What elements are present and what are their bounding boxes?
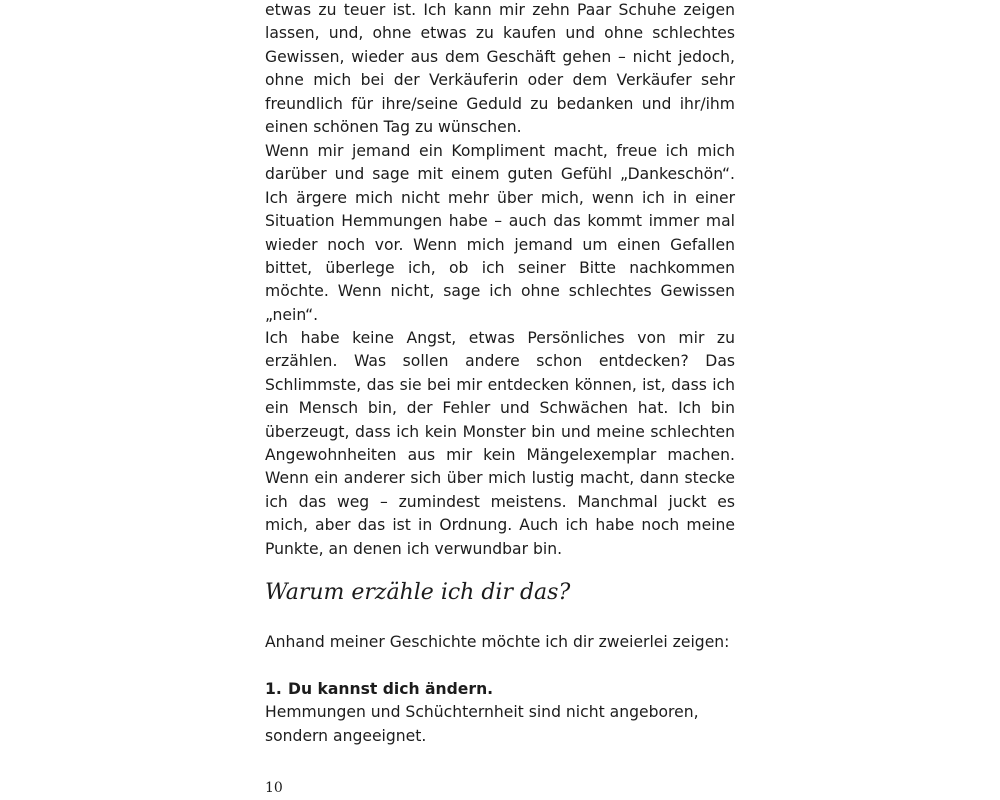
list-item-title-text: Du kannst dich ändern. bbox=[288, 680, 494, 698]
page-number: 10 bbox=[265, 780, 283, 796]
list-item-title bbox=[265, 678, 735, 701]
paragraph: Ich habe keine Angst, etwas Persönliches von mir zu erzählen. Was sollen andere schon entdecken? Das Schlimmste, das sie bei mir entdecken können, ist, dass ich ein Mensch bin, der Fehler und Schwächen hat. Ich bin überzeugt, dass ich kein Monster bin und meine schlechten Angewohnheiten aus mir kein Mängelexemplar machen. Wenn ein anderer sich über mich lustig macht, dann stecke ich das weg – zumindest meistens. Manchmal juckt es mich, aber das ist in Ordnung. Auch ich habe noch meine Punkte, an denen ich verwundbar bin. bbox=[265, 329, 735, 558]
paragraph: Wenn mir jemand ein Kompliment macht, freue ich mich darüber und sage mit einem guten Gefühl „Dankeschön“. Ich ärgere mich nicht mehr über mich, wenn ich in einer Situation Hemmungen habe – auch das kommt immer mal wieder noch vor. Wenn mich jemand um einen Gefallen bittet, überlege ich, ob ich seiner Bitte nachkommen möchte. Wenn nicht, sage ich ohne schlechtes Gewissen „nein“. bbox=[265, 142, 735, 324]
section-intro: Anhand meiner Geschichte möchte ich dir zweierlei zeigen: bbox=[265, 633, 730, 651]
list-item-number: 1. bbox=[265, 680, 282, 698]
list-item bbox=[265, 678, 735, 748]
paragraph: etwas zu teuer ist. Ich kann mir zehn Paar Schuhe zeigen lassen, und, ohne etwas zu kaufen und ohne schlechtes Gewissen, wieder aus dem Geschäft gehen – nicht jedoch, ohne mich bei der Verkäuferin oder dem Verkäufer sehr freundlich für ihre/seine Geduld zu bedanken und ihr/ihm einen schönen Tag zu wünschen. bbox=[265, 1, 735, 137]
list-item-body: Hemmungen und Schüchternheit sind nicht angeboren, sondern angeeignet. bbox=[265, 703, 699, 745]
section-heading: Warum erzähle ich dir das? bbox=[265, 580, 571, 605]
